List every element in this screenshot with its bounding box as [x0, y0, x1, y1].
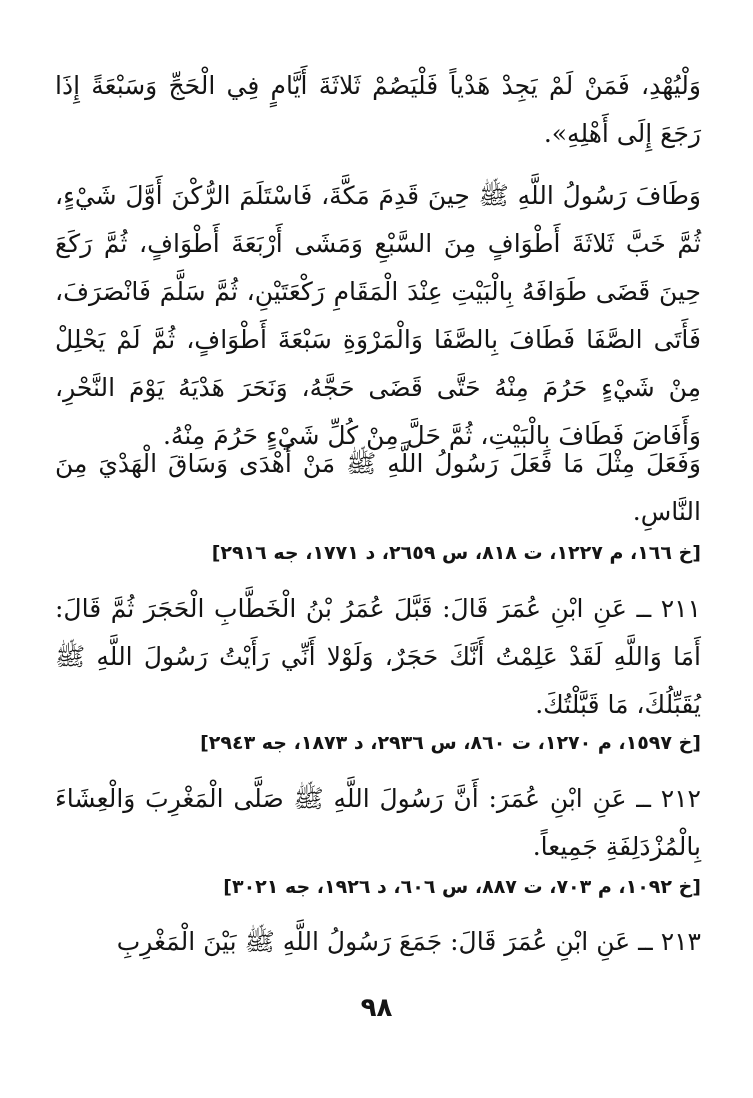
reference-line: [خ ١٥٩٧، م ١٢٧٠، ت ٨٦٠، س ٢٩٣٦، د ١٨٧٣، جه ٢٩٤٣] [200, 732, 701, 754]
hadith-211: ٢١١ ــ عَنِ ابْنِ عُمَرَ قَالَ: قَبَّلَ عُمَرُ بْنُ الْخَطَّابِ الْحَجَرَ ثُمَّ قَالَ: أَمَا وَاللَّهِ لَقَدْ عَلِمْتُ أَنَّكَ حَجَرٌ، وَلَوْلا أَنِّي رَأَيْتُ رَسُولَ اللَّهِ ﷺ يُقَبِّلُكَ، مَا قَبَّلْتُكَ. [55, 594, 701, 719]
hadith-213: ٢١٣ ــ عَنِ ابْنِ عُمَرَ قَالَ: جَمَعَ رَسُولُ اللَّهِ ﷺ بَيْنَ الْمَغْرِبِ [116, 927, 701, 956]
paragraph-tawaf: وَطَافَ رَسُولُ اللَّهِ ﷺ حِينَ قَدِمَ مَكَّةَ، فَاسْتَلَمَ الرُّكْنَ أَوَّلَ شَيْءٍ، ثُمَّ خَبَّ ثَلاثَةَ أَطْوَافٍ مِنَ السَّبْعِ وَمَشَى أَرْبَعَةَ أَطْوَافٍ، ثُمَّ رَكَعَ حِينَ قَضَى طَوَافَهُ بِالْبَيْتِ عِنْدَ الْمَقَامِ رَكْعَتَيْنِ، ثُمَّ سَلَّمَ فَانْصَرَفَ، فَأَتَى الصَّفَا فَطَافَ بِالصَّفَا وَالْمَرْوَةِ سَبْعَةَ أَطْوَافٍ، ثُمَّ لَمْ يَحْلِلْ مِنْ شَيْءٍ حَرُمَ مِنْهُ حَتَّى قَضَى حَجَّهُ، وَنَحَرَ هَدْيَهُ يَوْمَ النَّحْرِ، وَأَفَاضَ فَطَافَ بِالْبَيْتِ، ثُمَّ حَلَّ مِنْ كُلِّ شَيْءٍ حَرُمَ مِنْهُ. [55, 181, 701, 450]
paragraph-hady: وَلْيُهْدِ، فَمَنْ لَمْ يَجِدْ هَدْياً فَلْيَصُمْ ثَلاثَةَ أَيَّامٍ فِي الْحَجِّ وَسَبْعَةً إِذَا رَجَعَ إِلَى أَهْلِهِ». [55, 71, 702, 148]
page-number: ٩٨ [360, 993, 393, 1023]
paragraph-hady-people: وَفَعَلَ مِثْلَ مَا فَعَلَ رَسُولُ اللَّهِ ﷺ مَنْ أَهْدَى وَسَاقَ الْهَدْيَ مِنَ النَّاسِ. [55, 449, 701, 526]
reference-line: [خ ١٠٩٢، م ٧٠٣، ت ٨٨٧، س ٦٠٦، د ١٩٢٦، جه ٣٠٢١] [223, 876, 701, 898]
reference-line: [خ ١٦٦، م ١٢٢٧، ت ٨١٨، س ٢٦٥٩، د ١٧٧١، جه ٢٩١٦] [211, 542, 701, 564]
hadith-212: ٢١٢ ــ عَنِ ابْنِ عُمَرَ: أَنَّ رَسُولَ اللَّهِ ﷺ صَلَّى الْمَغْرِبَ وَالْعِشَاءَ بِالْمُزْدَلِفَةِ جَمِيعاً. [55, 784, 701, 861]
